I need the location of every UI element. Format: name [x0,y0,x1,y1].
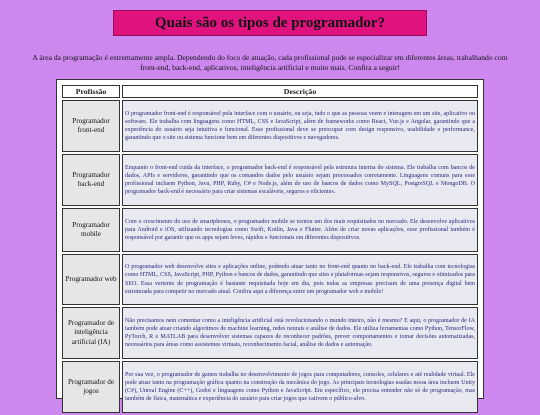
table-row [62,154,478,206]
table-row [62,361,478,413]
table-row [62,100,478,152]
profession-cell: Programador de jogos [62,361,120,413]
header-profession: Profissão [62,85,120,98]
intro-paragraph: A área da programação é extremamente ampla. Dependendo do foco de atuação, cada profissional pode se especializar em diferentes áreas, trabalhando com front-end, back-end, aplicativos, inteligência artificial e muito mais. Confira a seguir! [32,52,508,73]
profession-cell: Programador web [62,254,120,305]
table-header-row [62,85,478,98]
profession-cell: Programador back-end [62,154,120,206]
description-cell: Não precisamos nem comentar como a inteligência artificial está revolucionando o mundo inteiro, não é mesmo? E aqui, o programador de IA também pode atuar criando algoritmos de machine learning, redes neurais e análise de dados. Ele utiliza ferramentas como Python, TensorFlow, PyTorch, R e MATLAB para desenvolver sistemas capazes de reconhecer padrões, prever comportamentos e tomar decisões automatizadas, necessários para áreas como assistentes virtuais, reconhecimento facial, análise de dados e automação. [122,307,478,359]
profession-cell: Programador de inteligência artificial (IA) [62,307,120,359]
description-cell: O programador web desenvolve sites e aplicações online, podendo atuar tanto no front-end quanto no back-end. Ele trabalha com tecnologias como HTML, CSS, JavaScript, PHP, Python e bancos de dados, garantindo que sites e plataformas sejam responsivos, seguros e otimizados para SEO. Essa vertente de programação é bastante requisitada hoje em dia, pois todas as empresas precisam de uma presença digital bem estruturada para competir no mercado atual. Confira aqui a diferença entre um programador web e mobile! [122,254,478,305]
table [60,83,480,415]
page-title: Quais são os tipos de programador? [154,14,386,31]
description-cell: Com o crescimento do uso de smartphones, o programador mobile se tornou um dos mais requisitados no mercado. Ele desenvolve aplicativos para Android e iOS, utilizando tecnologias como Swift, Kotlin, Java e Flutter. Além de criar novas aplicações, esse profissional também é responsável por garantir que os apps sejam leves, rápidos e funcionais em diferentes dispositivos. [122,208,478,252]
header-description: Descrição [122,85,478,98]
description-cell: Enquanto o front-end cuida da interface, o programador back-end é responsável pela estrutura interna do sistema. Ele trabalha com bancos de dados, APIs e servidores, garantindo que os comandos dados pelo usuário sejam processados corretamente. Linguagens comuns para esse profissional incluem Python, Java, PHP, Ruby, C# e Node.js, além do uso de bancos de dados como MySQL, PostgreSQL e MongoDB. O programador back-end é necessário para criar sistemas escaláveis, seguros e eficientes. [122,154,478,206]
programmer-types-table [56,79,484,403]
table-row [62,307,478,359]
profession-cell: Programador mobile [62,208,120,252]
description-cell: Por sua vez, o programador de games trabalha no desenvolvimento de jogos para computadores, consoles, celulares e até realidade virtual. Ele pode atuar tanto na programação gráfica quanto na construção da mecânica do jogo. As principais tecnologias usadas nessa área incluem Unity (C#), Unreal Engine (C++), Godot e linguagens como Python e JavaScript. Em específico, ele precisa entender não só de programação, mas também de física, matemática e experiência do usuário para criar jogos que cativem o público-alvo. [122,361,478,413]
description-cell: O programador front-end é responsável pela interface com o usuário, ou seja, tudo o que as pessoas veem e interagem em um site, aplicativo ou software. Ele trabalha com linguagens como HTML, CSS e JavaScript, além de frameworks como React, Vue.js e Angular, garantindo que a experiência do usuário seja intuitiva e funcional. Esse profissional deve se preocupar com design responsivo, usabilidade e performance, garantindo que o site ou sistema funcione bem em diferentes dispositivos e navegadores. [122,100,478,152]
profession-cell: Programador front-end [62,100,120,152]
page-title-banner [113,10,427,36]
table-row [62,254,478,305]
table-row [62,208,478,252]
